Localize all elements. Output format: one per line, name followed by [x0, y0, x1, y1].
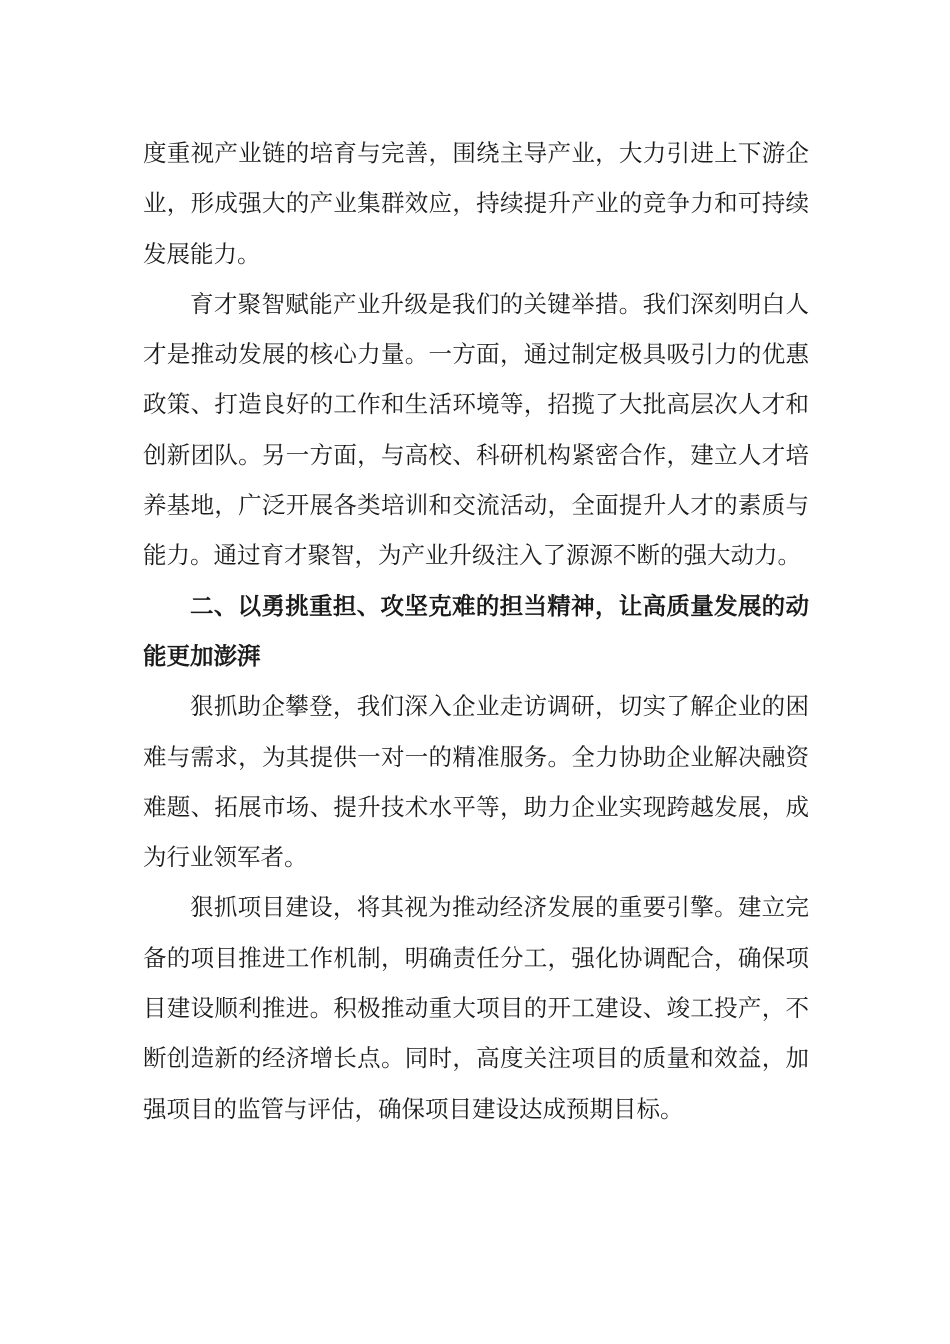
paragraph-continuation: 度重视产业链的培育与完善，围绕主导产业，大力引进上下游企业，形成强大的产业集群效应，持续提升产业的竞争力和可持续发展能力。 [143, 139, 809, 268]
section-heading-two: 二、以勇挑重担、攻坚克难的担当精神，让高质量发展的动能更加澎湃 [143, 591, 809, 670]
paragraph-enterprise-support: 狠抓助企攀登，我们深入企业走访调研，切实了解企业的困难与需求，为其提供一对一的精准服务。全力协助企业解决融资难题、拓展市场、提升技术水平等，助力企业实现跨越发展，成为行业领军者。 [143, 692, 809, 872]
paragraph-project-construction: 狠抓项目建设，将其视为推动经济发展的重要引擎。建立完备的项目推进工作机制，明确责任分工，强化协调配合，确保项目建设顺利推进。积极推动重大项目的开工建设、竣工投产，不断创造新的经济增长点。同时，高度关注项目的质量和效益，加强项目的监管与评估，确保项目建设达成预期目标。 [143, 893, 809, 1123]
document-body [143, 128, 809, 1134]
paragraph-talent: 育才聚智赋能产业升级是我们的关键举措。我们深刻明白人才是推动发展的核心力量。一方面，通过制定极具吸引力的优惠政策、打造良好的工作和生活环境等，招揽了大批高层次人才和创新团队。另一方面，与高校、科研机构紧密合作，建立人才培养基地，广泛开展各类培训和交流活动，全面提升人才的素质与能力。通过育才聚智，为产业升级注入了源源不断的强大动力。 [143, 289, 809, 570]
